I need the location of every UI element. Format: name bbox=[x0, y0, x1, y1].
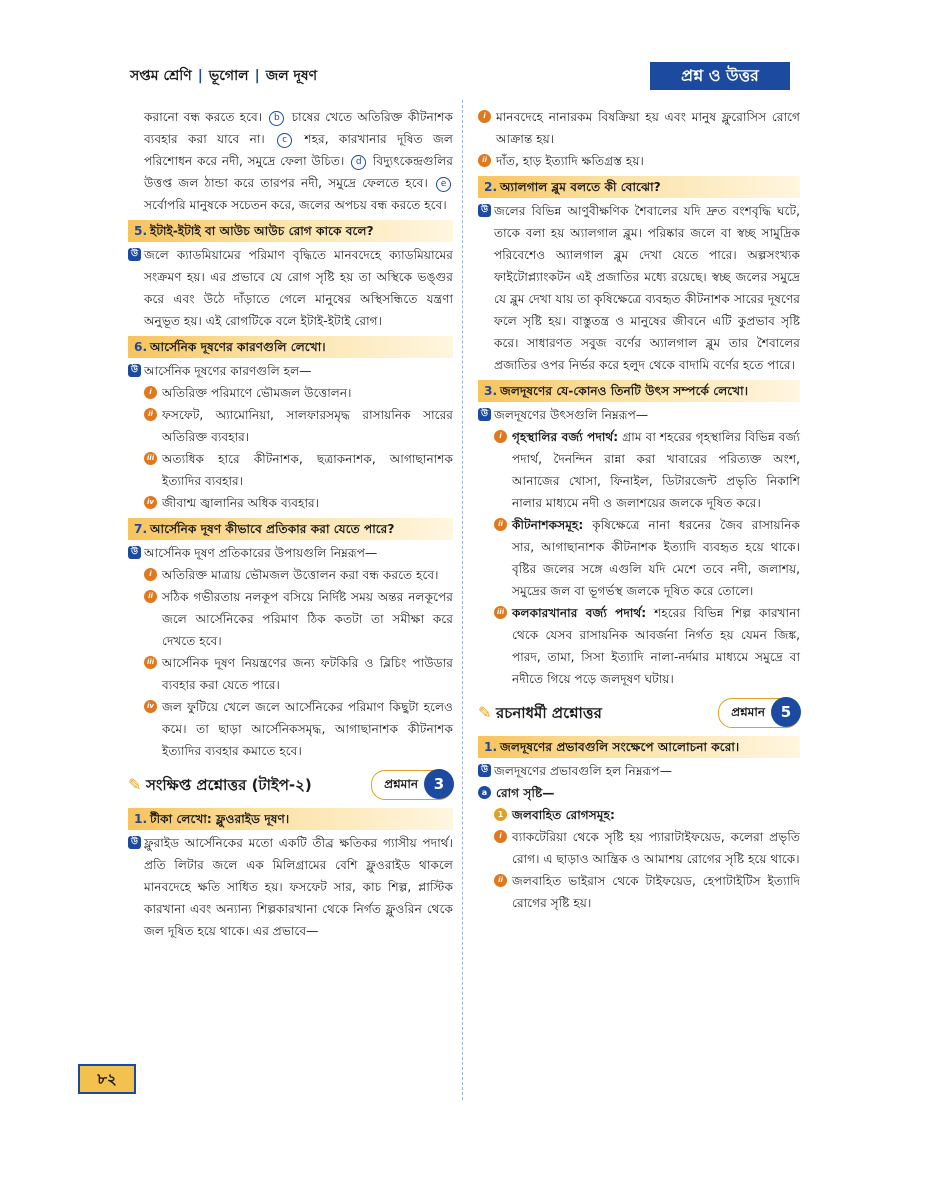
header-separator: | bbox=[197, 68, 203, 84]
list-item-text: জল ফুটিয়ে খেলে জলে আর্সেনিকের পরিমাণ কিছুটা হলেও কমে। তা ছাড়া আর্সেনিকসমৃদ্ধ, আগাছানাশক কীটনাশক ইত্যাদির ব্যবহার কমাতে হবে। bbox=[162, 700, 453, 758]
section-header-essay bbox=[478, 696, 800, 730]
question-text: আর্সেনিক দূষণের কারণগুলি লেখো। bbox=[150, 340, 326, 354]
list-item-text: দাঁত, হাড় ইত্যাদি ক্ষতিগ্রস্ত হয়। bbox=[496, 154, 644, 168]
column-divider bbox=[462, 100, 463, 1100]
list-marker-icon: i bbox=[478, 110, 491, 123]
intro-text: সর্বোপরি মানুষকে সচেতন করে, জলের অপচয় বন্ধ করতে হবে। bbox=[144, 198, 447, 212]
list-marker-icon: ii bbox=[494, 874, 507, 887]
list-item-title: গৃহস্থালির বর্জ্য পদার্থ: bbox=[512, 430, 619, 444]
question-number: 7. bbox=[134, 522, 148, 536]
list-item bbox=[128, 652, 453, 696]
list-marker-icon: iv bbox=[144, 700, 157, 713]
question-2 bbox=[478, 176, 800, 198]
list-item bbox=[128, 404, 453, 448]
subheading-text: জলবাহিত রোগসমূহ: bbox=[512, 808, 615, 822]
question-text: টীকা লেখো: ফ্লুওরাইড দূষণ। bbox=[150, 812, 290, 826]
question-essay-1 bbox=[478, 736, 800, 758]
list-item-text: জীবাশ্ম জ্বালানির অধিক ব্যবহার। bbox=[162, 496, 320, 510]
pen-icon: ✎ bbox=[478, 703, 492, 722]
answer-7 bbox=[128, 542, 453, 564]
list-item bbox=[128, 586, 453, 652]
intro-text: বিদ্যুৎকেন্দ্রগুলির উত্তপ্ত জল ঠান্ডা করে তারপর নদী, সমুদ্রে ফেলতে হবে। bbox=[144, 154, 454, 190]
list-item-text: আর্সেনিক দূষণ নিয়ন্ত্রণের জন্য ফটকিরি ও ব্লিচিং পাউডার ব্যবহার করা যেতে পারে। bbox=[162, 656, 453, 692]
answer-essay-1 bbox=[478, 760, 800, 782]
answer-2 bbox=[478, 200, 800, 376]
intro-text: শহর, কারখানার দূষিত জল পরিশোধন করে নদী, সমুদ্রে ফেলা উচিত। bbox=[144, 132, 454, 168]
list-marker-icon: i bbox=[144, 568, 157, 581]
header-separator: | bbox=[254, 68, 260, 84]
list-item bbox=[478, 602, 800, 690]
answer-text: আর্সেনিক দূষণের কারণগুলি হল— bbox=[144, 364, 312, 378]
question-3 bbox=[478, 380, 800, 402]
question-text: জলদূষণের প্রভাবগুলি সংক্ষেপে আলোচনা করো। bbox=[500, 740, 740, 754]
answer-text: জলদূষণের প্রভাবগুলি হল নিম্নরূপ— bbox=[494, 764, 672, 778]
list-item-title: কলকারখানার বর্জ্য পদার্থ: bbox=[512, 606, 647, 620]
question-text: অ্যালগাল ব্লুম বলতে কী বোঝো? bbox=[500, 180, 661, 194]
circle-e-icon: e bbox=[436, 177, 451, 192]
question-6 bbox=[128, 336, 453, 358]
list-item-text: ফসফেট, অ্যামোনিয়া, সালফারসমৃদ্ধ রাসায়নিক সারের অতিরিক্ত ব্যবহার। bbox=[162, 408, 453, 444]
list-item-title: কীটনাশকসমূহ: bbox=[512, 518, 584, 532]
answer-text: ফ্লুরাইড আর্সেনিকের মতো একটি তীব্র ক্ষতিকর গ্যাসীয় পদার্থ। প্রতি লিটার জলে এক মিলিগ্রামের বেশি ফ্লুওরাইড থাকলে মানবদেহে ক্ষতি সাধিত হয়। ফসফেট সার, কাচ শিল্প, প্লাস্টিক কারখানা এবং অন্যান্য শিল্পকারখানা থেকে নির্গত ফ্লুওরিন থেকে জল দূষিত হয়ে থাকে। এর প্রভাবে— bbox=[144, 836, 453, 938]
list-item-text: সঠিক গভীরতায় নলকূপ বসিয়ে নির্দিষ্ট সময় অন্তর নলকূপের জলে আর্সেনিকের পরিমাণ ঠিক কতটা তা সমীক্ষা করে দেখতে হবে। bbox=[162, 590, 453, 648]
list-marker-icon: ii bbox=[144, 408, 157, 421]
question-number: 3. bbox=[484, 384, 498, 398]
circle-d-icon: d bbox=[351, 155, 366, 170]
marks-badge-label: প্রশ্নমান bbox=[731, 705, 765, 719]
circle-c-icon: c bbox=[277, 133, 292, 148]
list-item bbox=[478, 826, 800, 870]
list-marker-icon: ii bbox=[494, 518, 507, 531]
answer-1 bbox=[128, 832, 453, 942]
list-item-text: শহরের বিভিন্ন শিল্প কারখানা থেকে যেসব রাসায়নিক আবর্জনা নির্গত হয় যেমন জিঙ্ক, পারদ, তামা, সিসা ইত্যাদি নালা-নর্দমার মাধ্যমে সমুদ্রে বা নদীতে গিয়ে পড়ে জলদূষণ ঘটায়। bbox=[512, 606, 801, 686]
circle-b-icon: b bbox=[269, 111, 284, 126]
list-item-text: গ্রাম বা শহরের গৃহস্থালির বিভিন্ন বর্জ্য পদার্থ, দৈনন্দিন রান্না করা খাবারের পরিত্যক্ত অংশ, আনাজের খোসা, ফিনাইল, ডিটারজেন্ট প্রভৃতি নিকাশি নালার মাধ্যমে নদী ও জলাশয়ের জলকে দূষিত করে। bbox=[512, 430, 800, 510]
marks-badge-number: 3 bbox=[424, 769, 454, 799]
question-text: জলদূষণের যে-কোনও তিনটি উৎস সম্পর্কে লেখো। bbox=[500, 384, 749, 398]
answer-6 bbox=[128, 360, 453, 382]
list-item-text: অতিরিক্ত মাত্রায় ভৌমজল উত্তোলন করা বন্ধ করতে হবে। bbox=[162, 568, 439, 582]
sub-marker-icon: 1 bbox=[494, 808, 507, 821]
left-column bbox=[128, 106, 453, 942]
intro-text: চাষের খেতে অতিরিক্ত কীটনাশক ব্যবহার করা যাবে না। bbox=[144, 110, 454, 146]
question-number: 6. bbox=[134, 340, 148, 354]
subheading-text: রোগ সৃষ্টি— bbox=[496, 786, 555, 800]
right-column bbox=[478, 106, 800, 914]
marks-badge bbox=[718, 698, 800, 728]
pen-icon: ✎ bbox=[128, 775, 142, 794]
header-chapter: জল দূষণ bbox=[265, 68, 318, 84]
section-title: সংক্ষিপ্ত প্রশ্নোত্তর (টাইপ-২) bbox=[146, 776, 312, 794]
header-class: সপ্তম শ্রেণি bbox=[130, 68, 192, 84]
list-item-text: অতিরিক্ত পরিমাণে ভৌমজল উত্তোলন। bbox=[162, 386, 352, 400]
answer-icon: উ bbox=[478, 408, 491, 421]
list-item bbox=[478, 106, 800, 150]
question-number: 5. bbox=[134, 224, 148, 238]
section-title: রচনাধর্মী প্রশ্নোত্তর bbox=[496, 704, 602, 722]
list-marker-icon: i bbox=[494, 430, 507, 443]
question-text: আর্সেনিক দূষণ কীভাবে প্রতিকার করা যেতে পারে? bbox=[150, 522, 395, 536]
answer-text: আর্সেনিক দূষণ প্রতিকারের উপায়গুলি নিম্নরূপ— bbox=[144, 546, 378, 560]
list-item-text: অত্যধিক হারে কীটনাশক, ছত্রাকনাশক, আগাছানাশক ইত্যাদির ব্যবহার। bbox=[162, 452, 453, 488]
section-header-short bbox=[128, 768, 453, 802]
page-number: ৮২ bbox=[78, 1064, 136, 1094]
list-marker-icon: iv bbox=[144, 496, 157, 509]
list-item-text: জলবাহিত ভাইরাস থেকে টাইফয়েড, হেপাটাইটিস ইত্যাদি রোগের সৃষ্টি হয়। bbox=[512, 874, 800, 910]
list-item bbox=[478, 150, 800, 172]
list-item bbox=[128, 448, 453, 492]
subheading bbox=[478, 782, 800, 804]
answer-icon: উ bbox=[128, 364, 141, 377]
question-1 bbox=[128, 808, 453, 830]
list-item-text: মানবদেহে নানারকম বিষক্রিয়া হয় এবং মানুষ ফ্লুরোসিস রোগে আক্রান্ত হয়। bbox=[496, 110, 800, 146]
list-item bbox=[128, 382, 453, 404]
section-label: প্রশ্ন ও উত্তর bbox=[650, 62, 790, 90]
answer-icon: উ bbox=[128, 546, 141, 559]
list-marker-icon: iii bbox=[494, 606, 507, 619]
answer-5 bbox=[128, 244, 453, 332]
question-text: ইটাই-ইটাই বা আউচ আউচ রোগ কাকে বলে? bbox=[150, 224, 374, 238]
header-breadcrumb bbox=[130, 64, 317, 88]
header-subject: ভূগোল bbox=[208, 68, 249, 84]
marks-badge-label: প্রশ্নমান bbox=[384, 777, 418, 791]
answer-icon: উ bbox=[128, 836, 141, 849]
question-5 bbox=[128, 220, 453, 242]
list-marker-icon: ii bbox=[478, 154, 491, 167]
list-marker-icon: i bbox=[144, 386, 157, 399]
list-marker-icon: iii bbox=[144, 452, 157, 465]
answer-icon: উ bbox=[128, 248, 141, 261]
intro-text: করানো বন্ধ করতে হবে। bbox=[144, 110, 263, 124]
question-number: 1. bbox=[134, 812, 148, 826]
list-marker-icon: ii bbox=[144, 590, 157, 603]
list-item bbox=[128, 492, 453, 514]
subheading bbox=[478, 804, 800, 826]
answer-text: জলের বিভিন্ন আণুবীক্ষণিক শৈবালের যদি দ্রুত বংশবৃদ্ধি ঘটে, তাকে বলা হয় অ্যালগাল ব্লুম। পরিষ্কার জলে বা স্বচ্ছ সামুদ্রিক পরিবেশেও অ্যালগাল ব্লুম দেখা যেতে পারে। অল্পসংখ্যক ফাইটোপ্ল্যাংকটন এই প্রজাতির মধ্যে রয়েছে। স্বচ্ছ জলের সমুদ্রে যে ব্লুম দেখা যায় তা কৃষিক্ষেত্রে ব্যবহৃত কীটনাশক সারের দূষণের ফলে সৃষ্টি হয়। বাস্তুতন্ত্র ও মানুষের জীবনে এটি কুপ্রভাব সৃষ্টি করে। সাধারণত সবুজ বর্ণের অ্যালগাল ব্লুম তার শৈবালের প্রজাতির ওপর নির্ভর করে হলুদ থেকে বাদামি বর্ণের হতে পারে। bbox=[494, 204, 800, 372]
question-number: 1. bbox=[484, 740, 498, 754]
list-item bbox=[478, 870, 800, 914]
answer-text: জলদূষণের উৎসগুলি নিম্নরূপ— bbox=[494, 408, 649, 422]
question-number: 2. bbox=[484, 180, 498, 194]
list-item bbox=[478, 426, 800, 514]
question-7 bbox=[128, 518, 453, 540]
marks-badge-number: 5 bbox=[771, 697, 801, 727]
list-marker-icon: iii bbox=[144, 656, 157, 669]
list-item-text: ব্যাকটেরিয়া থেকে সৃষ্টি হয় প্যারাটাইফয়েড, কলেরা প্রভৃতি রোগ। এ ছাড়াও আন্ত্রিক ও আমাশয় রোগের সৃষ্টি হয়ে থাকে। bbox=[512, 830, 800, 866]
list-item bbox=[478, 514, 800, 602]
sub-marker-icon: a bbox=[478, 786, 491, 799]
answer-text: জলে ক্যাডমিয়ামের পরিমাণ বৃদ্ধিতে মানবদেহে ক্যাডমিয়ামের সংক্রমণ হয়। এর প্রভাবে যে রোগ সৃষ্টি হয় তা অস্থিকে ভঙ্গুর করে এবং উঠে দাঁড়াতে গেলে মানুষের অস্থিসন্ধিতে যন্ত্রণা অনুভূত হয়। এই রোগটিকে বলে ইটাই-ইটাই রোগ। bbox=[144, 248, 453, 328]
list-item bbox=[128, 696, 453, 762]
list-item-text: কৃষিক্ষেত্রে নানা ধরনের জৈব রাসায়নিক সার, আগাছানাশক কীটনাশক ইত্যাদি ব্যবহৃত হয়ে থাকে। বৃষ্টির জলের সঙ্গে এগুলি যদি মেশে তবে নদী, জলাশয়, সমুদ্রের জল বা ভূগর্ভস্থ জলকে দূষিত করে তোলে। bbox=[512, 518, 800, 598]
answer-icon: উ bbox=[478, 764, 491, 777]
intro-paragraph bbox=[128, 106, 453, 216]
answer-icon: উ bbox=[478, 204, 491, 217]
marks-badge bbox=[371, 770, 453, 800]
list-item bbox=[128, 564, 453, 586]
answer-3 bbox=[478, 404, 800, 426]
list-marker-icon: i bbox=[494, 830, 507, 843]
